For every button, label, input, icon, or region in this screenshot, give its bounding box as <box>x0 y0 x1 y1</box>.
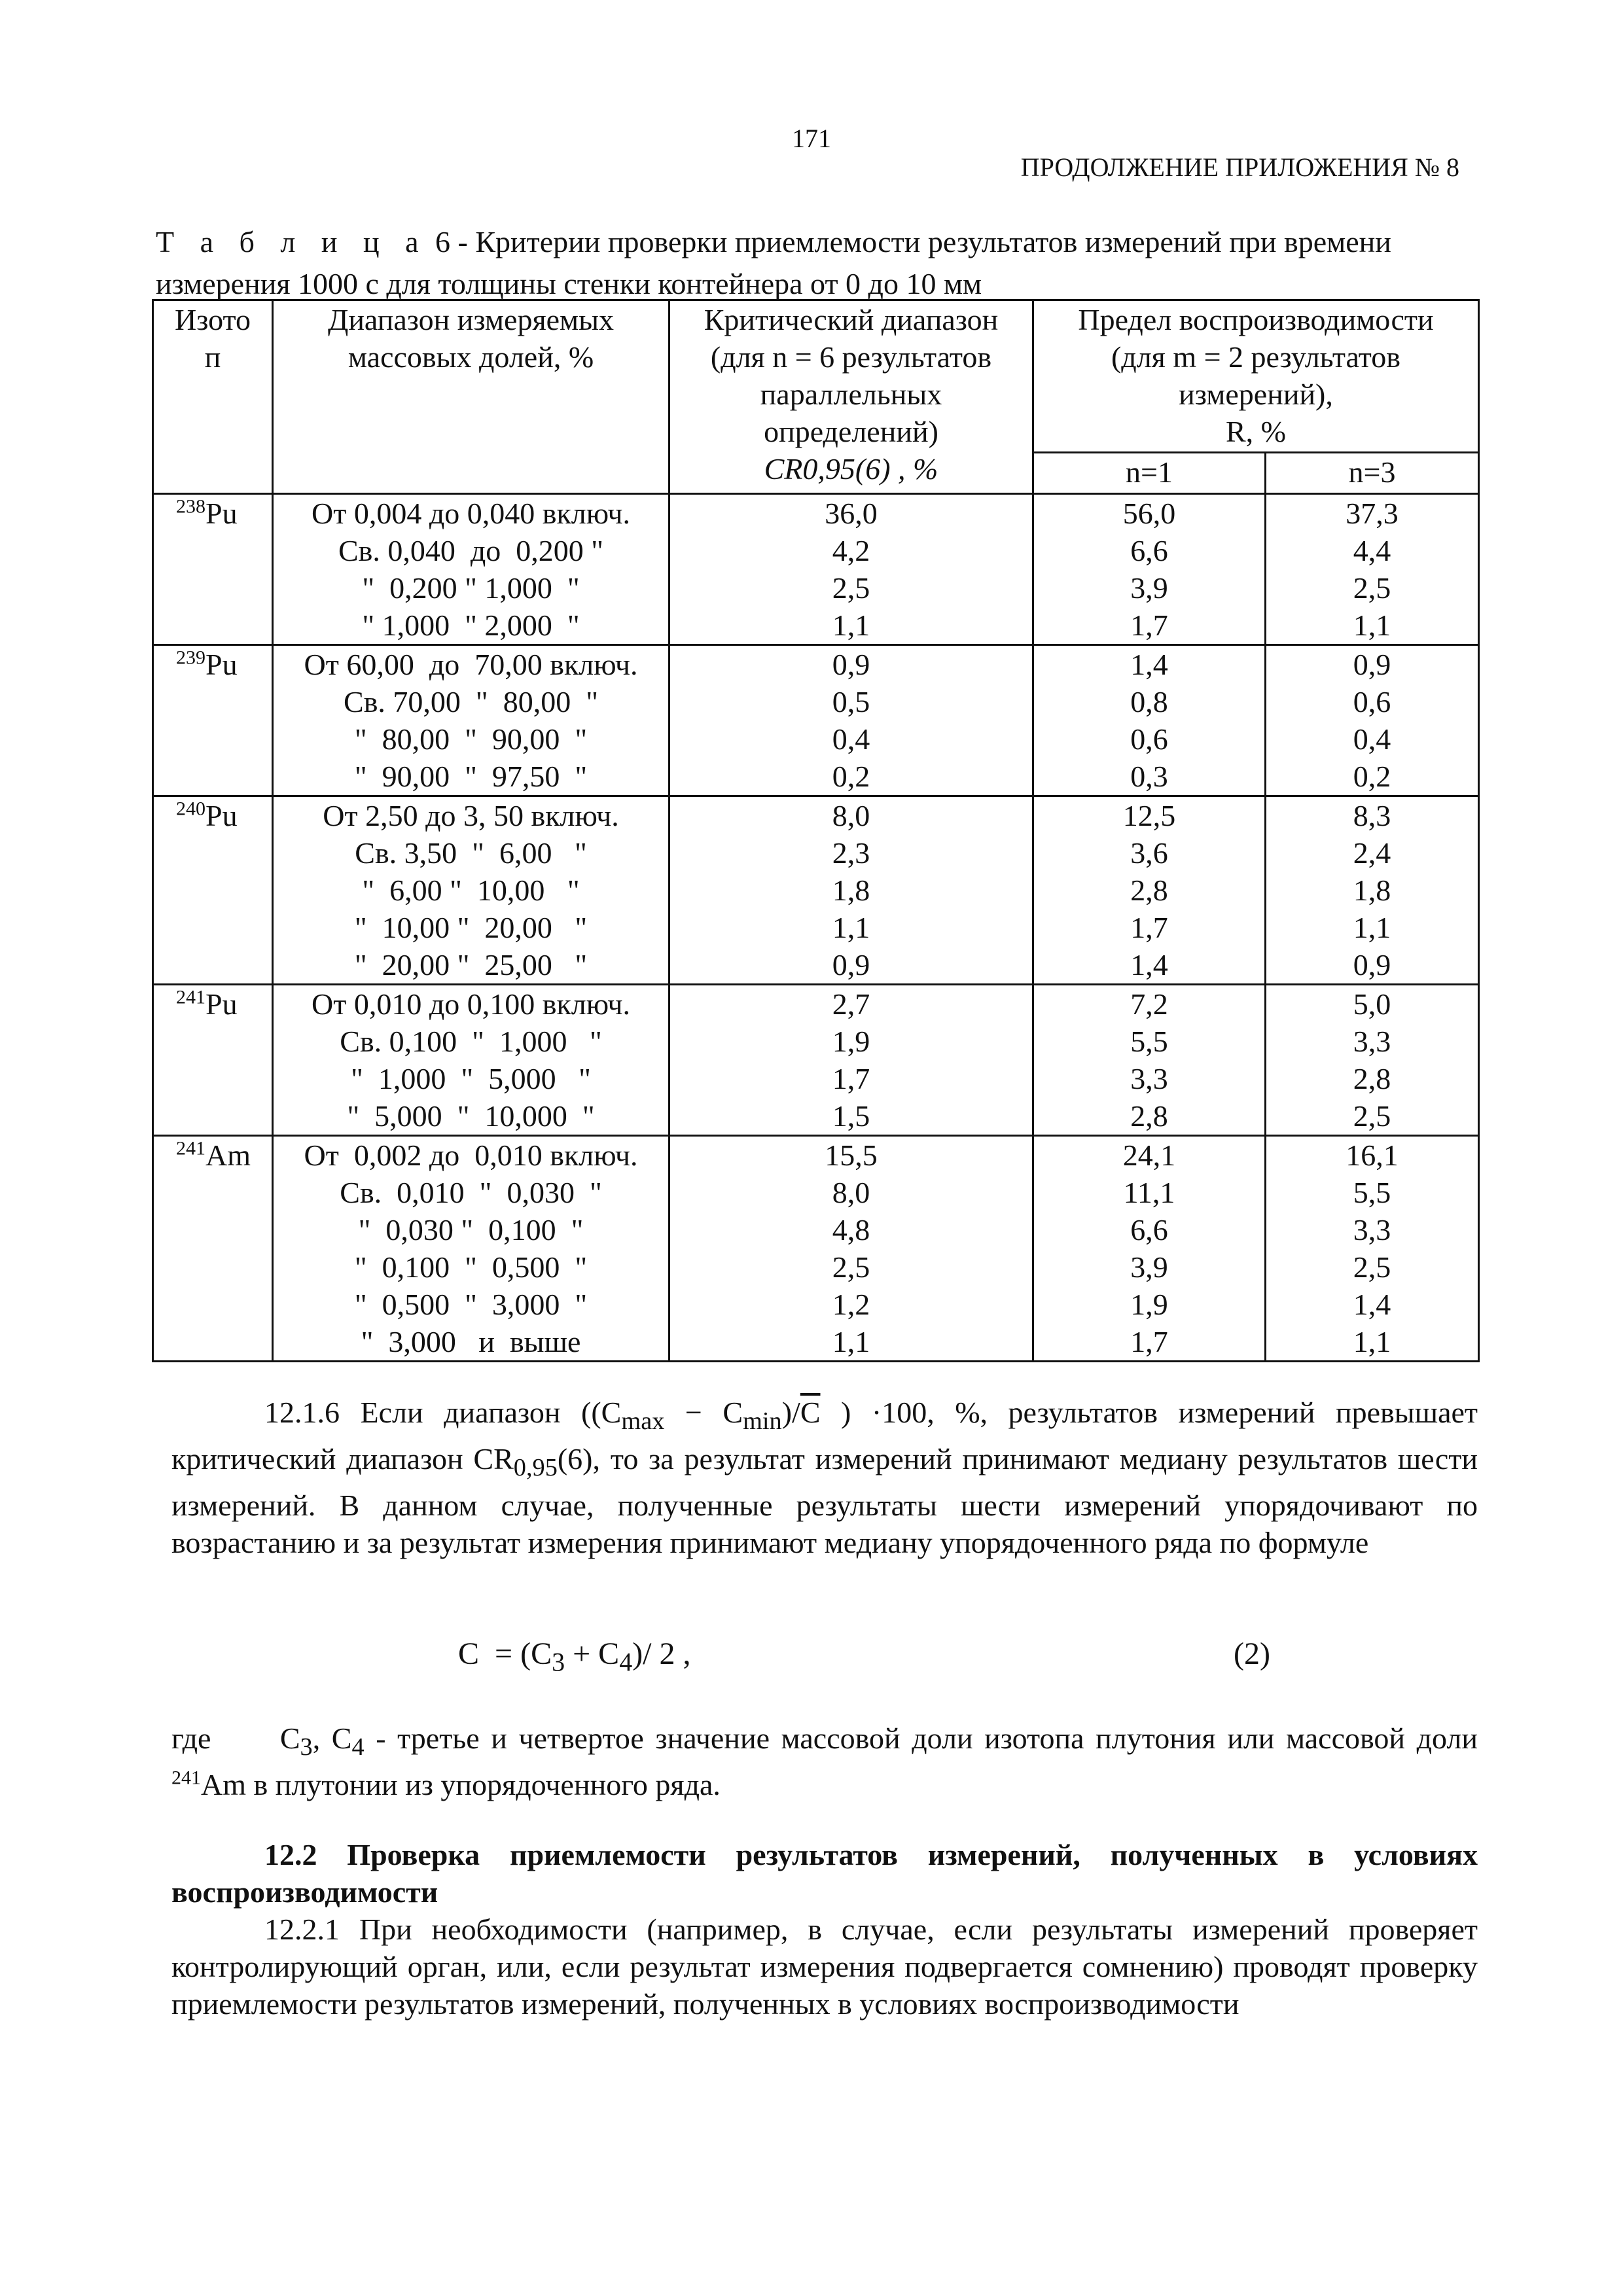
table-caption <box>156 221 1465 305</box>
header-n1: n=1 <box>1033 453 1266 494</box>
paragraph-12-2-1: 12.2.1 При необходимости (например, в случае, если результаты измерений проверяет контролирующий орган, или, если результат измерения подвергается сомнению) проводят проверку приемлемости результатов измерений, полученных в условиях воспроизводимости <box>171 1913 1478 2021</box>
isotope-cell <box>153 985 273 1136</box>
cell-value: Св. 3,50 " 6,00 " <box>355 836 587 870</box>
isotope-mass: 239 <box>176 646 205 669</box>
cell-value: 2,5 <box>1353 1099 1391 1133</box>
cell-value: 1,1 <box>1353 911 1391 944</box>
cell-value: 1,8 <box>832 874 870 907</box>
cell-value: 0,3 <box>1130 760 1168 793</box>
header-limit: Предел воспроизводимости (для m = 2 результатов измерений), R, % <box>1033 300 1479 453</box>
r-n3-cell <box>1266 494 1479 645</box>
cell-value: 2,5 <box>1353 1250 1391 1284</box>
cell-value: От 2,50 до 3, 50 включ. <box>323 799 619 832</box>
cell-value: 5,0 <box>1353 987 1391 1021</box>
cell-value: 0,2 <box>832 760 870 793</box>
cell-value: " 5,000 " 10,000 " <box>347 1099 595 1133</box>
cell-value: 3,3 <box>1353 1213 1391 1246</box>
cell-value: 2,5 <box>832 571 870 605</box>
cell-value: 0,9 <box>1353 948 1391 981</box>
cell-value: 1,9 <box>1130 1288 1168 1321</box>
cell-value: " 3,000 и выше <box>361 1325 581 1358</box>
cell-value: Св. 0,040 до 0,200 " <box>338 534 604 567</box>
cell-value: 2,5 <box>1353 571 1391 605</box>
cell-value: Св. 0,010 " 0,030 " <box>340 1176 602 1209</box>
paragraph-12-1-6: 12.1.6 Если диапазон ($(C_{max} - C_{min})/\overline{C}$ ) ·100, %, результатов измерений превышает критический диапазон $CR_{0,95}(6)$, то за результат измерений принимают медиану результатов шести измерений. В данном случае, полученные результаты шести измерений упорядочивают по возрастанию и за результат измерения принимают медиану упорядоченного ряда по формуле <box>171 1396 1478 1560</box>
cell-value: 1,1 <box>832 911 870 944</box>
cell-value: 1,4 <box>1130 648 1168 681</box>
cell-value: 1,9 <box>832 1025 870 1058</box>
formula-explanation: где $C_3$, $C_4$ - третье и четвертое значение массовой доли изотопа плутония или массовой доли $^{241}$Am в плутонии из упорядоченного ряда. <box>171 1722 1478 1802</box>
isotope-mass: 238 <box>176 495 205 518</box>
section-heading-12-2: 12.2 Проверка приемлемости результатов измерений, полученных в условиях воспроизводимости <box>171 1838 1478 1909</box>
table-row <box>153 985 1479 1136</box>
cell-value: 15,5 <box>825 1139 878 1172</box>
cell-value: 8,0 <box>832 1176 870 1209</box>
critical-cell <box>669 796 1033 985</box>
cell-value: 1,1 <box>832 1325 870 1358</box>
critical-cell <box>669 645 1033 796</box>
cell-value: " 1,000 " 5,000 " <box>351 1062 591 1095</box>
cell-value: 11,1 <box>1123 1176 1175 1209</box>
cell-value: 0,8 <box>1130 685 1168 718</box>
header-range: Диапазон измеряемых массовых долей, % <box>273 300 669 494</box>
cell-value: 1,2 <box>832 1288 870 1321</box>
cell-value: 6,6 <box>1130 534 1168 567</box>
cell-value: 2,7 <box>832 987 870 1021</box>
cell-value: 2,3 <box>832 836 870 870</box>
cell-value: " 6,00 " 10,00 " <box>362 874 580 907</box>
cell-value: 0,6 <box>1353 685 1391 718</box>
cell-value: 5,5 <box>1130 1025 1168 1058</box>
isotope-symbol: Pu <box>205 799 238 832</box>
r-n3-cell <box>1266 985 1479 1136</box>
critical-cell <box>669 1136 1033 1362</box>
range-cell <box>273 494 669 645</box>
cell-value: 1,5 <box>832 1099 870 1133</box>
header-critical: Критический диапазон (для n = 6 результатов параллельных определений) CR0,95(6) , % <box>669 300 1033 494</box>
cell-value: 5,5 <box>1353 1176 1391 1209</box>
cell-value: 0,4 <box>832 722 870 756</box>
cell-value: 7,2 <box>1130 987 1168 1021</box>
isotope-symbol: Pu <box>205 987 238 1021</box>
table-body <box>153 494 1479 1362</box>
cell-value: 1,4 <box>1353 1288 1391 1321</box>
table-caption-number: 6 <box>435 225 451 258</box>
cell-value: 1,7 <box>1130 911 1168 944</box>
cell-value: " 90,00 " 97,50 " <box>354 760 588 793</box>
table-row <box>153 1136 1479 1362</box>
r-n1-cell <box>1033 645 1266 796</box>
cell-value: 1,7 <box>1130 609 1168 642</box>
header-isotope: Изото п <box>153 300 273 494</box>
cell-value: 1,7 <box>1130 1325 1168 1358</box>
isotope-symbol: Pu <box>205 497 238 530</box>
cell-value: " 0,200 " 1,000 " <box>362 571 580 605</box>
cell-value: 0,6 <box>1130 722 1168 756</box>
cell-value: 1,8 <box>1353 874 1391 907</box>
header-n3: n=3 <box>1266 453 1479 494</box>
r-n3-cell <box>1266 1136 1479 1362</box>
cell-value: От 60,00 до 70,00 включ. <box>304 648 638 681</box>
isotope-cell <box>153 494 273 645</box>
r-n1-cell <box>1033 1136 1266 1362</box>
range-cell <box>273 796 669 985</box>
cell-value: 3,9 <box>1130 571 1168 605</box>
table-row <box>153 796 1479 985</box>
r-n3-cell <box>1266 796 1479 985</box>
cell-value: 1,4 <box>1130 948 1168 981</box>
isotope-cell <box>153 645 273 796</box>
cell-value: 4,8 <box>832 1213 870 1246</box>
cell-value: " 0,500 " 3,000 " <box>354 1288 588 1321</box>
cell-value: 1,1 <box>832 609 870 642</box>
cell-value: 8,0 <box>832 799 870 832</box>
page-number: 171 <box>792 124 831 153</box>
critical-cell <box>669 494 1033 645</box>
cell-value: 0,9 <box>1353 648 1391 681</box>
table-caption-text: - Критерии проверки приемлемости результатов измерений при времени измерения 1000 с для толщины стенки контейнера от 0 до 10 мм <box>156 225 1391 300</box>
cell-value: 2,4 <box>1353 836 1391 870</box>
isotope-mass: 241 <box>176 986 205 1008</box>
cell-value: 1,1 <box>1353 1325 1391 1358</box>
cell-value: 3,9 <box>1130 1250 1168 1284</box>
cell-value: " 1,000 " 2,000 " <box>362 609 580 642</box>
r-n1-cell <box>1033 796 1266 985</box>
cell-value: 2,8 <box>1130 874 1168 907</box>
r-n3-cell <box>1266 645 1479 796</box>
cell-value: 1,1 <box>1353 609 1391 642</box>
cell-value: 3,3 <box>1130 1062 1168 1095</box>
cell-value: " 0,100 " 0,500 " <box>354 1250 588 1284</box>
cell-value: 8,3 <box>1353 799 1391 832</box>
cell-value: 2,8 <box>1353 1062 1391 1095</box>
cell-value: " 0,030 " 0,100 " <box>358 1213 584 1246</box>
cell-value: 12,5 <box>1122 799 1176 832</box>
cell-value: 2,5 <box>832 1250 870 1284</box>
range-cell <box>273 1136 669 1362</box>
results-table <box>152 299 1480 1362</box>
range-cell <box>273 645 669 796</box>
isotope-symbol: Pu <box>205 648 238 681</box>
range-cell <box>273 985 669 1136</box>
appendix-header: ПРОДОЛЖЕНИЕ ПРИЛОЖЕНИЯ № 8 <box>1020 152 1459 182</box>
cell-value: От 0,004 до 0,040 включ. <box>312 497 630 530</box>
formula-number: (2) <box>1234 1636 1270 1671</box>
cell-value: 4,2 <box>832 534 870 567</box>
cell-value: 1,7 <box>832 1062 870 1095</box>
cell-value: 0,4 <box>1353 722 1391 756</box>
cell-value: 6,6 <box>1130 1213 1168 1246</box>
isotope-symbol: Am <box>205 1139 251 1172</box>
cell-value: 4,4 <box>1353 534 1391 567</box>
cell-value: От 0,010 до 0,100 включ. <box>312 987 630 1021</box>
cell-value: 0,9 <box>832 648 870 681</box>
cell-value: 0,9 <box>832 948 870 981</box>
cell-value: 36,0 <box>825 497 878 530</box>
table-row <box>153 645 1479 796</box>
r-n1-cell <box>1033 985 1266 1136</box>
cell-value: Св. 0,100 " 1,000 " <box>340 1025 602 1058</box>
cell-value: " 80,00 " 90,00 " <box>354 722 588 756</box>
isotope-mass: 241 <box>176 1137 205 1159</box>
critical-cell <box>669 985 1033 1136</box>
cell-value: 2,8 <box>1130 1099 1168 1133</box>
cell-value: 37,3 <box>1346 497 1399 530</box>
cell-value: " 20,00 " 25,00 " <box>354 948 588 981</box>
cell-value: 56,0 <box>1122 497 1176 530</box>
cell-value: 3,3 <box>1353 1025 1391 1058</box>
cell-value: " 10,00 " 20,00 " <box>354 911 588 944</box>
isotope-cell <box>153 796 273 985</box>
isotope-mass: 240 <box>176 798 205 820</box>
table-row <box>153 494 1479 645</box>
formula: $C = (C_3 + C_4)/$ 2 , <box>458 1636 691 1677</box>
cell-value: 3,6 <box>1130 836 1168 870</box>
cell-value: От 0,002 до 0,010 включ. <box>304 1139 638 1172</box>
cell-value: 0,2 <box>1353 760 1391 793</box>
cell-value: 16,1 <box>1346 1139 1399 1172</box>
cell-value: Св. 70,00 " 80,00 " <box>344 685 598 718</box>
r-n1-cell <box>1033 494 1266 645</box>
table-caption-label: Т а б л и ц а <box>156 225 428 258</box>
cell-value: 0,5 <box>832 685 870 718</box>
cell-value: 24,1 <box>1122 1139 1176 1172</box>
isotope-cell <box>153 1136 273 1362</box>
